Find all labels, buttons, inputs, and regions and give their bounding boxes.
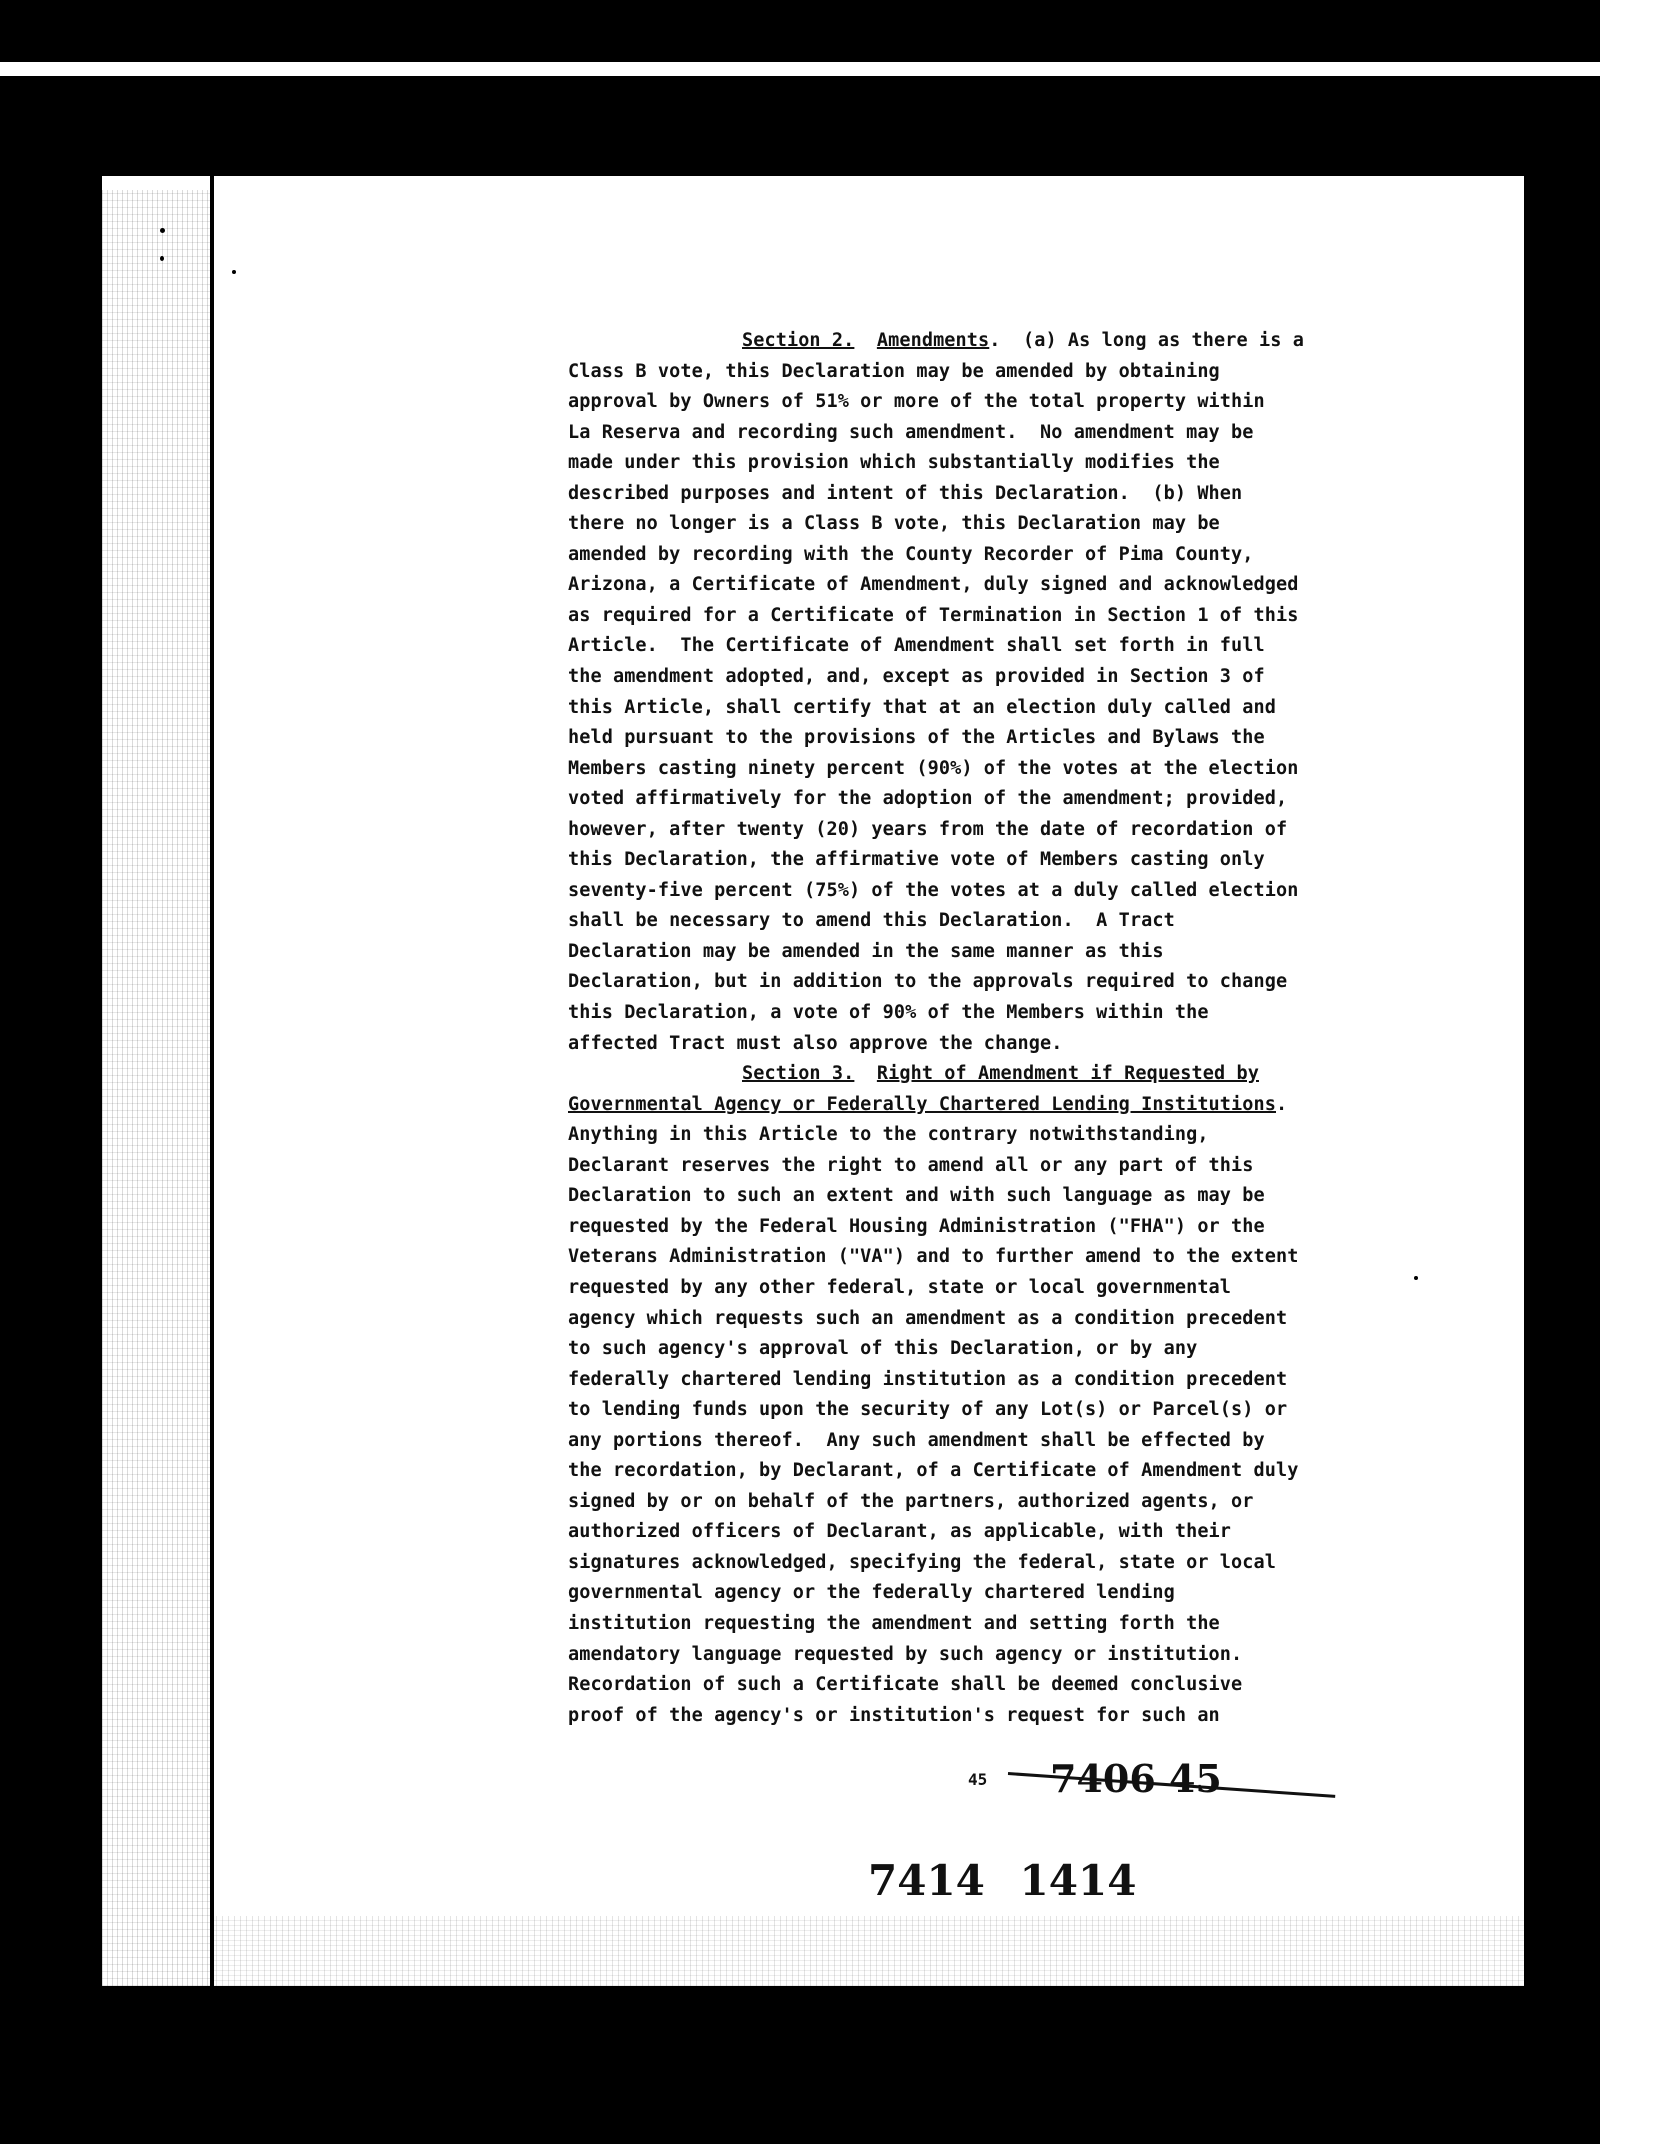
line-text: amendatory language requested by such agency or institution.: [568, 1643, 1243, 1665]
line-text: approval by Owners of 51% or more of the total property within: [568, 391, 1265, 413]
page-number-struck: 7406 45: [1050, 1756, 1222, 1801]
line-text: this Declaration, the affirmative vote of Members casting only: [568, 849, 1265, 871]
scan-left-noise: [102, 190, 210, 1986]
document-line: [568, 570, 1488, 601]
line-text: as required for a Certificate of Termination in Section 1 of this: [568, 604, 1299, 626]
document-line: [568, 1578, 1488, 1609]
document-line: [568, 1181, 1488, 1212]
document-line: [568, 937, 1488, 968]
line-text: to such agency's approval of this Declaration, or by any: [568, 1338, 1198, 1360]
document-line: [568, 1365, 1488, 1396]
line-text: Declaration may be amended in the same manner as this: [568, 940, 1164, 962]
document-line: [568, 1426, 1488, 1457]
line-text: agency which requests such an amendment as a condition precedent: [568, 1307, 1288, 1329]
scan-speck: [232, 270, 236, 274]
line-text: [854, 1063, 876, 1084]
line-text: Declarant reserves the right to amend all or any part of this: [568, 1154, 1254, 1176]
document-line: [568, 448, 1488, 479]
line-text: . (a) As long as there is a: [989, 330, 1304, 351]
document-line: [568, 1456, 1488, 1487]
line-text: however, after twenty (20) years from the date of recordation of: [568, 818, 1288, 840]
line-text: La Reserva and recording such amendment. No amendment may be: [568, 421, 1254, 443]
document-line: [568, 1120, 1488, 1151]
document-line: [568, 1487, 1488, 1518]
line-text: Recordation of such a Certificate shall be deemed conclusive: [568, 1674, 1243, 1696]
line-text: to lending funds upon the security of any Lot(s) or Parcel(s) or: [568, 1399, 1288, 1421]
line-text: authorized officers of Declarant, as applicable, with their: [568, 1521, 1232, 1543]
document-line: [568, 784, 1488, 815]
document-line: [568, 1640, 1488, 1671]
document-line: [568, 479, 1488, 510]
document-body: [568, 326, 1488, 1731]
document-line: [568, 1517, 1488, 1548]
document-line: [568, 1395, 1488, 1426]
line-text: voted affirmatively for the adoption of the amendment; provided,: [568, 788, 1288, 810]
document-line: [568, 326, 1488, 357]
document-line: [568, 387, 1488, 418]
scan-top-border: [0, 0, 1600, 62]
line-text: Declaration to such an extent and with such language as may be: [568, 1185, 1265, 1207]
document-line: [568, 967, 1488, 998]
document-line: [568, 357, 1488, 388]
document-line: [568, 1548, 1488, 1579]
page-number-final: 7414 1414: [868, 1856, 1137, 1905]
line-text: the recordation, by Declarant, of a Certificate of Amendment duly: [568, 1460, 1299, 1482]
line-text: any portions thereof. Any such amendment shall be effected by: [568, 1429, 1265, 1451]
line-text: made under this provision which substantially modifies the: [568, 452, 1220, 474]
line-text: Class B vote, this Declaration may be amended by obtaining: [568, 360, 1220, 382]
document-line: [568, 662, 1488, 693]
document-line: [568, 1273, 1488, 1304]
document-line: [568, 509, 1488, 540]
scan-left-rule: [210, 176, 214, 1986]
line-text: governmental agency or the federally chartered lending: [568, 1582, 1175, 1604]
document-line: [568, 1670, 1488, 1701]
document-line: [568, 631, 1488, 662]
document-line: [568, 998, 1488, 1029]
line-text: there no longer is a Class B vote, this Declaration may be: [568, 513, 1220, 535]
line-text: this Declaration, a vote of 90% of the Members within the: [568, 1002, 1209, 1024]
line-text: institution requesting the amendment and setting forth the: [568, 1612, 1220, 1634]
line-text: [854, 330, 876, 351]
line-text: Anything in this Article to the contrary notwithstanding,: [568, 1124, 1209, 1146]
document-line: [568, 1701, 1488, 1732]
line-text: Veterans Administration ("VA") and to further amend to the extent: [568, 1246, 1299, 1268]
line-text: affected Tract must also approve the change.: [568, 1032, 1063, 1054]
scan-bottom-noise: [210, 1916, 1524, 1986]
line-text: Declaration, but in addition to the approvals required to change: [568, 971, 1288, 993]
document-line: [568, 693, 1488, 724]
line-text: requested by any other federal, state or local governmental: [568, 1276, 1232, 1298]
document-line: [568, 1090, 1488, 1121]
document-line: [568, 1609, 1488, 1640]
line-text: signatures acknowledged, specifying the federal, state or local: [568, 1551, 1276, 1573]
line-text: shall be necessary to amend this Declaration. A Tract: [568, 910, 1175, 932]
section-heading: Right of Amendment if Requested by: [876, 1063, 1259, 1085]
line-text: held pursuant to the provisions of the Articles and Bylaws the: [568, 727, 1265, 749]
line-text: amended by recording with the County Recorder of Pima County,: [568, 543, 1254, 565]
document-line: [568, 418, 1488, 449]
document-line: [568, 1212, 1488, 1243]
document-line: [568, 906, 1488, 937]
scan-right-margin: [1600, 0, 1664, 2144]
scan-speck: [160, 228, 165, 233]
line-text: seventy-five percent (75%) of the votes at a duly called election: [568, 879, 1299, 901]
document-line: [568, 754, 1488, 785]
document-page: [102, 176, 1524, 1986]
document-line: [568, 1242, 1488, 1273]
document-line: [568, 601, 1488, 632]
document-line: [568, 723, 1488, 754]
document-line: [568, 1059, 1488, 1090]
line-text: this Article, shall certify that at an election duly called and: [568, 696, 1276, 718]
line-text: signed by or on behalf of the partners, authorized agents, or: [568, 1490, 1254, 1512]
line-text: the amendment adopted, and, except as provided in Section 3 of: [568, 666, 1265, 688]
line-text: Members casting ninety percent (90%) of the votes at the election: [568, 757, 1299, 779]
scan-speck: [160, 256, 164, 261]
document-line: [568, 1304, 1488, 1335]
section-heading: Section 2.: [742, 330, 855, 351]
line-text: described purposes and intent of this Declaration. (b) When: [568, 482, 1243, 504]
line-text: proof of the agency's or institution's request for such an: [568, 1704, 1220, 1726]
document-line: [568, 815, 1488, 846]
document-line: [568, 1334, 1488, 1365]
page-number-small: 45: [968, 1770, 988, 1789]
section-heading: Section 3.: [742, 1063, 855, 1085]
section-heading: Amendments: [876, 330, 990, 351]
scan-top-strip: [0, 62, 1600, 76]
line-text: Article. The Certificate of Amendment shall set forth in full: [568, 635, 1265, 657]
line-text: requested by the Federal Housing Administration ("FHA") or the: [568, 1215, 1265, 1237]
document-line: [568, 845, 1488, 876]
document-line: [568, 540, 1488, 571]
document-line: [568, 876, 1488, 907]
line-text: .: [1276, 1093, 1288, 1115]
line-text: Arizona, a Certificate of Amendment, duly signed and acknowledged: [568, 574, 1299, 596]
section-heading: Governmental Agency or Federally Chartered Lending Institutions: [568, 1093, 1276, 1115]
document-line: [568, 1029, 1488, 1060]
document-line: [568, 1151, 1488, 1182]
line-text: federally chartered lending institution as a condition precedent: [568, 1368, 1288, 1390]
